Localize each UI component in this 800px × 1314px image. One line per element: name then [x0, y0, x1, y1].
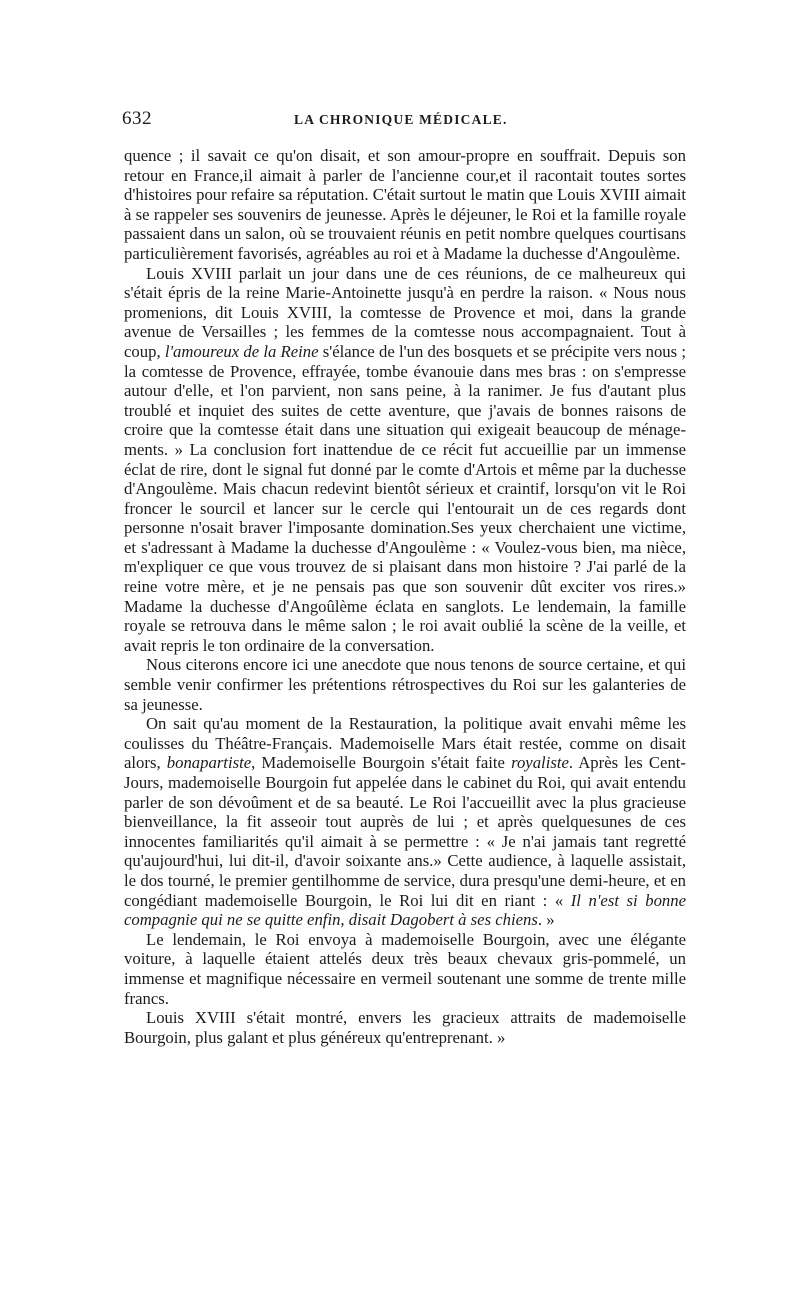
text-run: s'élance de l'un des bosquets et se précipite vers nous ; la comtesse de Provence, effrayée, tombe évanouie dans mes bras : on s'empresse autour d'elle, et l'on parvient, non sans peine, à la ranimer. Je fus d'autant plus troublé et inquiet des suites de cette aventure, que j'avais de bonnes raisons de croire que la comtesse était dans une situation qui exigeait beaucoup de ménagements. » La conclusion fort inattendue de ce récit fut accueillie par un immense éclat de rire, dont le signal fut donné par le comte d'Artois et même par la duchesse d'Angoulème. Mais chacun redevint bientôt sérieux et craintif, lorsqu'on vit le Roi froncer le sourcil et lancer sur le cercle qui l'entourait un de ces regards dont personne n'osait braver l'imposante domination.Ses yeux cherchaient une victime, et s'adressant à Madame la duchesse d'Angoulème : « Voulez-vous bien, ma nièce, m'expliquer ce que vous trouvez de si plaisant dans mon histoire ? J'ai parlé de la reine votre mère, et je ne pensais pas que son souvenir dût exciter vos rires.» Madame la duchesse d'Angoûlème éclata en sanglots. Le lendemain, la famille royale se retrouva dans le même salon ; le roi avait oublié la scène de la veille, et avait repris le ton ordinaire de la conversation. [124, 341, 686, 655]
paragraph [124, 1008, 686, 1047]
paragraph [124, 930, 686, 1008]
paragraph [124, 146, 686, 264]
italic-text: l'amoureux de la Reine [164, 341, 319, 361]
text-run: Nous citerons encore ici une anecdote que nous tenons de source certaine, et qui semble venir confirmer les prétentions rétrospectives du Roi sur les galanteries de sa jeunesse. [124, 655, 686, 714]
text-run: quence ; il savait ce qu'on disait, et son amour-propre en souffrait. Depuis son retour en France,il aimait à parler de l'ancienne cour,et il racontait toutes sortes d'histoires pour refaire sa réputation. C'était surtout le matin que Louis XVIII aimait à se rappeler ses souvenirs de jeunesse. Après le déjeuner, le Roi et la famille royale passaient dans un salon, où se trouvaient réunis en petit nombre quelques courtisans particulièrement favorisés, agréables au roi et à Madame la duchesse d'Angoulème. [124, 146, 686, 263]
page-header [122, 108, 685, 134]
paragraph [124, 264, 686, 656]
paragraph [124, 714, 686, 930]
paragraph [124, 655, 686, 714]
text-run: Louis XVIII parlait un jour dans une de ces réunions, de ce malheureux qui s'était épris de la reine Marie-Antoinette jusqu'à en perdre la raison. « Nous nous promenions, dit Louis XVIII, la comtesse de Provence et moi, dans la grande avenue de Versailles ; les femmes de la comtesse nous accompagnaient. Tout à coup, [124, 263, 686, 361]
text-run: , Mademoiselle Bourgoin s'était faite [251, 753, 512, 773]
article-body [124, 146, 686, 1047]
italic-text: royaliste [511, 753, 569, 773]
text-run: . » [537, 910, 555, 930]
italic-text: bonapartiste [166, 753, 252, 773]
text-run: On sait qu'au moment de la Restauration, la politique avait envahi même les coulisses du Théâtre-Français. Mademoiselle Mars était restée, comme on disait alors, [124, 714, 686, 773]
italic-text: Il n'est si bonne compagnie qui ne se quitte enfin, disait Dagobert à ses chiens [124, 890, 687, 930]
text-run: . Après les Cent-Jours, mademoiselle Bourgoin fut appelée dans le cabinet du Roi, qui avait entendu parler de son dévoûment et de sa beauté. Le Roi l'accueillit avec la plus gracieuse bienveillance, la fit asseoir tout auprès de lui ; et après quelquesunes de ces innocentes familiarités qu'il aimait à se permettre : « Je n'ai jamais tant regretté qu'aujourd'hui, lui dit-il, d'avoir soixante ans.» Cette audience, à laquelle assistait, le dos tourné, le premier gentilhomme de service, dura presqu'une demi-heure, et en congédiant mademoiselle Bourgoin, le Roi lui dit en riant : « [124, 753, 686, 910]
running-title: LA CHRONIQUE MÉDICALE. [294, 112, 508, 127]
page-number: 632 [122, 108, 152, 129]
text-run: Louis XVIII s'était montré, envers les gracieux attraits de mademoiselle Bourgoin, plus galant et plus généreux qu'entreprenant. » [124, 1008, 686, 1047]
text-run: Le lendemain, le Roi envoya à mademoiselle Bourgoin, avec une élégante voiture, à laquelle étaient attelés deux très beaux chevaux gris-pommelé, un immense et magnifique nécessaire en vermeil soutenant une somme de trente mille francs. [124, 929, 686, 1008]
